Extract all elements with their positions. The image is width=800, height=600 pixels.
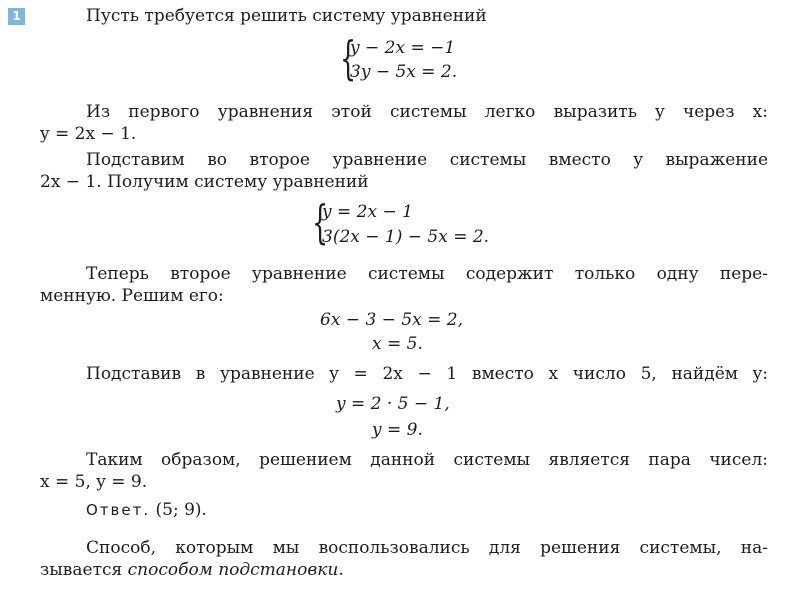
para3-line1: Теперь второе уравнение системы содержит только одну пере- [86, 264, 768, 284]
para2-line1: Подставим во второе уравнение системы вместо y выражение [86, 150, 768, 170]
solve2-eq-1: y = 2 · 5 − 1, [336, 394, 450, 414]
para2-line2: 2x − 1. Получим систему уравнений [40, 172, 369, 192]
intro-text: Пусть требуется решить систему уравнений [86, 6, 487, 26]
para6-line2 [40, 560, 768, 581]
para1-line1: Из первого уравнения этой системы легко выразить y через x: [86, 102, 768, 122]
system-2-eq-2: 3(2x − 1) − 5x = 2. [322, 227, 490, 247]
system-2-eq-1: y = 2x − 1 [322, 202, 413, 222]
paragraph-marker-icon: 1 [8, 8, 25, 25]
solve2-eq-2: y = 9. [372, 420, 423, 440]
brace-icon: { [340, 31, 357, 85]
para6-suffix: . [338, 560, 344, 580]
para5-line2: x = 5, y = 9. [40, 472, 148, 492]
system-1-eq-2: 3y − 5x = 2. [350, 62, 458, 82]
solve1-eq-2: x = 5. [372, 334, 423, 354]
para6-prefix: зывается [40, 560, 128, 580]
method-term: способом подстановки [127, 560, 339, 580]
para1-line2: y = 2x − 1. [40, 124, 137, 144]
solve1-eq-1: 6x − 3 − 5x = 2, [320, 310, 463, 330]
para5-line1: Таким образом, решением данной системы является пара чисел: [86, 450, 768, 470]
answer-value: (5; 9). [155, 500, 207, 520]
system-1-eq-1: y − 2x = −1 [350, 38, 456, 58]
para4-text: Подставив в уравнение y = 2x − 1 вместо x число 5, найдём y: [86, 364, 768, 384]
answer-label: Ответ. [86, 501, 151, 519]
brace-icon: { [312, 195, 329, 249]
answer-line [86, 500, 768, 521]
para6-line1: Способ, которым мы воспользовались для решения системы, на- [86, 538, 768, 558]
para3-line2: менную. Решим его: [40, 286, 224, 306]
